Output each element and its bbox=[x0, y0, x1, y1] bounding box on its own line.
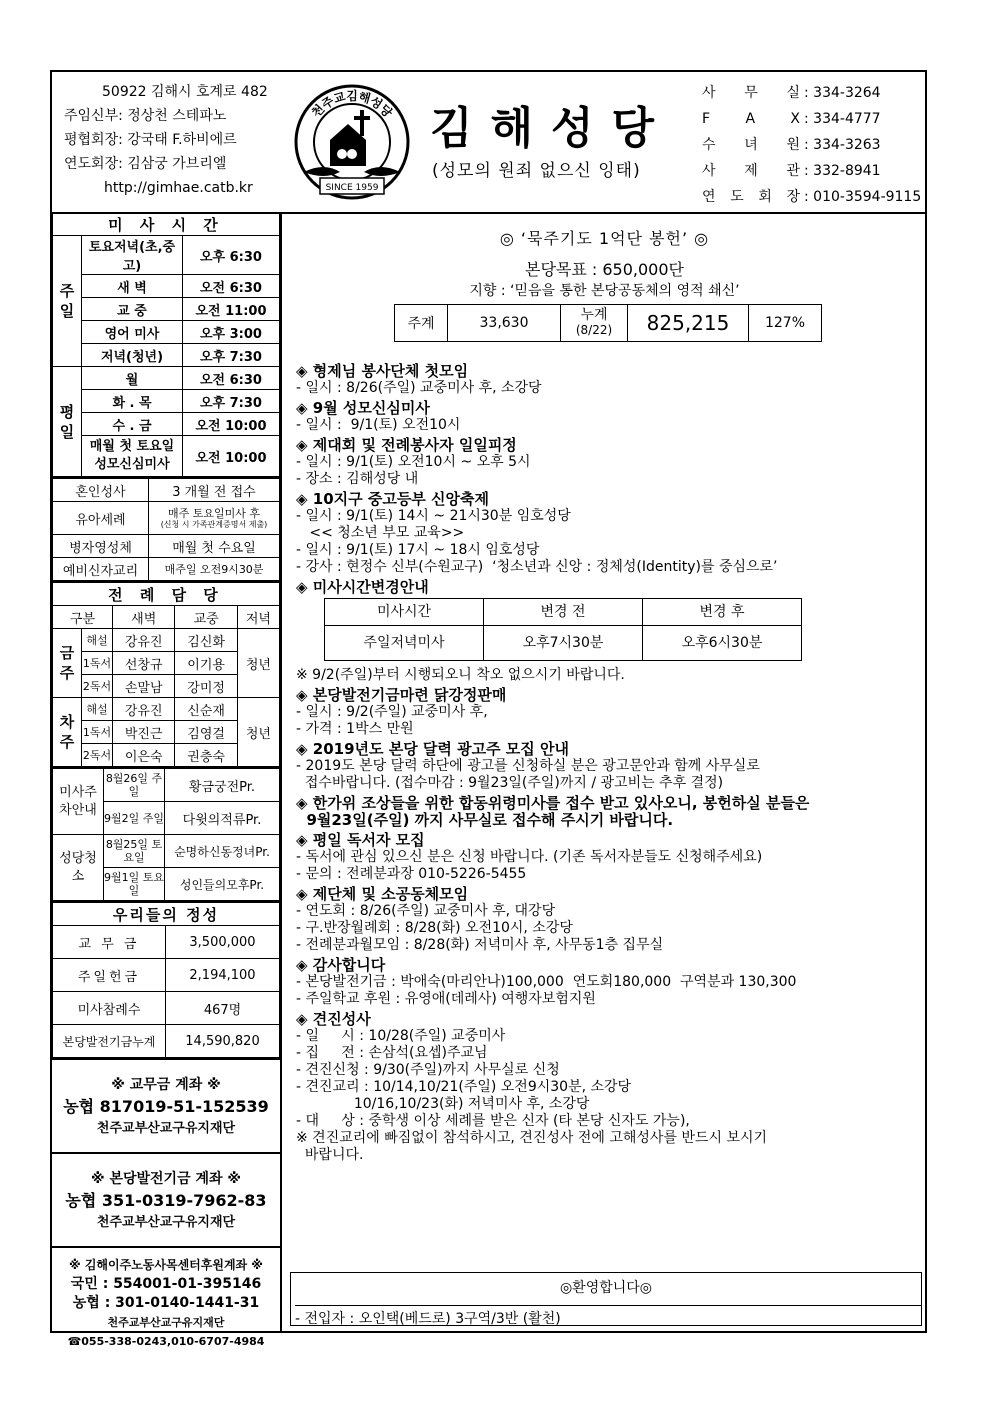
weekday-mass-time: 오전 6:30 bbox=[183, 367, 280, 390]
notice-line: - 구.반장월례회 : 8/28(화) 오전10시, 소강당 bbox=[296, 920, 573, 936]
liturgy-dawn: 이은숙 bbox=[113, 744, 175, 767]
week-label: 주계 bbox=[395, 305, 448, 342]
offering-value: 2,194,100 bbox=[166, 959, 280, 992]
account-title: ※ 본당발전기금 계좌 ※ bbox=[90, 1171, 242, 1187]
sacrament-table bbox=[52, 477, 280, 581]
account-holder: 천주교부산교구유지재단 bbox=[96, 1215, 236, 1230]
campaign-aim: 지향 : ‘믿음을 통한 본당공동체의 영적 쇄신’ bbox=[469, 283, 740, 299]
sacrament-value: 매주 토요일미사 후 bbox=[167, 507, 260, 520]
cleaning-team: 순명하신동정녀Pr. bbox=[165, 835, 280, 868]
notice-line: - 일시 : 9/1(토) 오전10시 ~ 오후 5시 bbox=[296, 454, 531, 470]
change-note: ※ 9/2(주일)부터 시행되오니 착오 없으시기 바랍니다. bbox=[296, 667, 625, 683]
weekday-mass-time: 오후 7:30 bbox=[183, 390, 280, 413]
account-title: ※ 김해이주노동사목센터후원계좌 ※ bbox=[69, 1258, 263, 1272]
dues-account bbox=[52, 1058, 280, 1152]
sunday-label: 주일 bbox=[53, 236, 82, 367]
contact-label: 사 무 실 bbox=[702, 85, 800, 101]
contact-label: F A X bbox=[702, 111, 800, 127]
liturgy-main: 신순재 bbox=[175, 698, 237, 721]
offering-value: 3,500,000 bbox=[166, 926, 280, 959]
parish-info bbox=[64, 80, 268, 200]
account-number: 농협 : 301-0140-1441-31 bbox=[72, 1295, 260, 1311]
fund-account bbox=[52, 1152, 280, 1246]
contact-value: : 334-3264 bbox=[804, 85, 881, 101]
sunday-mass-name: 교 중 bbox=[82, 298, 183, 321]
parking-team: 황금궁전Pr. bbox=[165, 768, 280, 802]
change-header: 미사시간 bbox=[325, 599, 484, 626]
logo-text: 천주교김해성당 bbox=[308, 89, 396, 120]
liturgy-header: 교중 bbox=[175, 606, 237, 629]
contact-row bbox=[702, 80, 921, 106]
campaign-title: ◎ ‘묵주기도 1억단 봉헌’ ◎ bbox=[499, 229, 710, 248]
notice-line: - 일시 : 9/1(토) 오전10시 bbox=[296, 417, 461, 433]
contact-label: 사 제 관 bbox=[702, 163, 800, 179]
contact-row bbox=[702, 184, 921, 210]
parking-date: 8월26일 주일 bbox=[104, 768, 165, 802]
sunday-mass-name: 새 벽 bbox=[82, 275, 183, 298]
notice-title: ◈ 평일 독서자 모집 bbox=[296, 831, 425, 849]
contact-value: : 334-4777 bbox=[804, 111, 881, 127]
notice-line: ※ 견진교리에 빠짐없이 참석하시고, 견진성사 전에 고해성사를 반드시 보시기 bbox=[296, 1130, 768, 1146]
campaign-tally-table bbox=[394, 304, 822, 342]
contact-value: : 334-3263 bbox=[804, 137, 881, 153]
duty-table bbox=[52, 767, 280, 901]
cleaning-date: 8월25일 토요일 bbox=[104, 835, 165, 868]
liturgy-role: 해설 bbox=[82, 629, 113, 652]
total-label: 누계 bbox=[580, 307, 608, 323]
sacrament-name: 병자영성체 bbox=[53, 535, 149, 558]
liturgy-header: 구분 bbox=[53, 606, 113, 629]
notice-line: 10/16,10/23(화) 저녁미사 후, 소강당 bbox=[296, 1096, 590, 1112]
liturgy-main: 김신화 bbox=[175, 629, 237, 652]
sunday-mass-time: 오전 11:00 bbox=[183, 298, 280, 321]
campaign-percent: 127% bbox=[749, 305, 822, 342]
notice-line: - 가격 : 1박스 만원 bbox=[296, 721, 414, 737]
header bbox=[52, 72, 925, 214]
total-date: (8/22) bbox=[575, 323, 613, 337]
contact-label: 연 도 회 장 bbox=[702, 189, 800, 205]
notice-title: ◈ 본당발전기금마련 닭강정판매 bbox=[296, 686, 507, 704]
liturgy-dawn: 손말남 bbox=[113, 675, 175, 698]
weekday-mass-time: 오전 10:00 bbox=[183, 436, 280, 477]
offering-value: 14,590,820 bbox=[166, 1025, 280, 1058]
this-week-label: 금주 bbox=[53, 629, 82, 698]
liturgy-main: 김영걸 bbox=[175, 721, 237, 744]
sacrament-note: (신청 시 가족관계증명서 제출) bbox=[160, 520, 268, 529]
liturgy-dawn: 박진근 bbox=[113, 721, 175, 744]
notice-line: - 일시 : 9/1(토) 14시 ~ 21시30분 임호성당 bbox=[296, 508, 571, 524]
contact-row bbox=[702, 106, 921, 132]
welcome-title: ◎환영합니다◎ bbox=[559, 1280, 653, 1296]
website-link[interactable]: http://gimhae.catb.kr bbox=[104, 180, 253, 196]
priest: 주임신부: 정상천 스테파노 bbox=[64, 108, 227, 124]
notice-line: - 2019도 본당 달력 하단에 광고를 신청하실 분은 광고문안과 함께 사무실로 bbox=[296, 758, 760, 774]
weekday-mass-name: 화 . 목 bbox=[82, 390, 183, 413]
liturgy-role: 해설 bbox=[82, 698, 113, 721]
liturgy-role: 2독서 bbox=[82, 744, 113, 767]
liturgy-dawn: 강유진 bbox=[113, 629, 175, 652]
change-cell: 오후6시30분 bbox=[643, 626, 802, 661]
notice-title: ◈ 10지구 중고등부 신앙축제 bbox=[296, 490, 489, 508]
change-cell: 주일저녁미사 bbox=[325, 626, 484, 661]
mass-schedule-table bbox=[52, 212, 280, 477]
notice-line: - 본당발전기금 : 박애숙(마리안나)100,000 연도회180,000 구역분과 130,300 bbox=[296, 974, 797, 990]
cleaning-date: 9월1일 토요일 bbox=[104, 868, 165, 901]
liturgy-table bbox=[52, 581, 280, 767]
week-value: 33,630 bbox=[448, 305, 561, 342]
account-number: 국민 : 554001-01-395146 bbox=[70, 1276, 262, 1292]
parking-date: 9월2일 주일 bbox=[104, 802, 165, 835]
offering-value: 467명 bbox=[166, 992, 280, 1025]
offering-table bbox=[52, 901, 280, 1058]
cleaning-team: 성인들의모후Pr. bbox=[165, 868, 280, 901]
council-head: 평협회장: 강국태 F.하비에르 bbox=[64, 132, 237, 148]
liturgy-role: 1독서 bbox=[82, 721, 113, 744]
notice-title: ◈ 2019년도 본당 달력 광고주 모집 안내 bbox=[296, 740, 569, 758]
address: 50922 김해시 호계로 482 bbox=[102, 84, 268, 100]
notice-line: - 대 상 : 중학생 이상 세례를 받은 신자 (타 본당 신자도 가능), bbox=[296, 1113, 690, 1129]
liturgy-role: 1독서 bbox=[82, 652, 113, 675]
rosary-campaign bbox=[284, 226, 925, 300]
sacrament-value: 매월 첫 수요일 bbox=[149, 535, 280, 558]
mass-schedule-title: 미 사 시 간 bbox=[53, 213, 280, 236]
account-number: 농협 351-0319-7962-83 bbox=[65, 1191, 267, 1210]
welcome-line: - 전입자 : 오인택(베드로) 3구역/3반 (활천) bbox=[295, 1305, 921, 1328]
notice-line: - 독서에 관심 있으신 분은 신청 바랍니다. (기존 독서자분들도 신청해주세요) bbox=[296, 849, 763, 865]
weekday-label: 평일 bbox=[53, 367, 82, 477]
weekday-mass-name: 월 bbox=[82, 367, 183, 390]
notice-line: - 일시 : 9/2(주일) 교중미사 후, bbox=[296, 704, 488, 720]
notice-line: - 견진신청 : 9/30(주일)까지 사무실로 신청 bbox=[296, 1062, 560, 1078]
notice-line: - 장소 : 김해성당 내 bbox=[296, 471, 419, 487]
sunday-mass-name: 저녁(청년) bbox=[82, 344, 183, 367]
notice-line: - 일 시 : 10/28(주일) 교중미사 bbox=[296, 1028, 506, 1044]
sunday-mass-time: 오전 6:30 bbox=[183, 275, 280, 298]
sacrament-value: 매주일 오전9시30분 bbox=[149, 558, 280, 581]
sunday-mass-name: 영어 미사 bbox=[82, 321, 183, 344]
contact-value: : 010-3594-9115 bbox=[804, 189, 922, 205]
campaign-goal: 본당목표 : 650,000단 bbox=[524, 260, 684, 279]
notice-line: - 전례분과월모임 : 8/28(화) 저녁미사 후, 사무동1층 집무실 bbox=[296, 937, 664, 953]
liturgy-evening: 청년 bbox=[237, 698, 279, 767]
liturgy-header: 새벽 bbox=[113, 606, 175, 629]
logo-since: SINCE 1959 bbox=[325, 183, 379, 193]
offering-name: 주일헌금 bbox=[53, 959, 166, 992]
sacrament-value: 3 개월 전 접수 bbox=[149, 478, 280, 502]
parish-subtitle: (성모의 원죄 없으신 잉태) bbox=[432, 161, 641, 181]
youth-head: 연도회장: 김삼궁 가브리엘 bbox=[64, 156, 227, 172]
parish-title: 김해성당 bbox=[430, 103, 673, 154]
total-value: 825,215 bbox=[628, 305, 749, 342]
welcome-box bbox=[290, 1272, 922, 1326]
change-header: 변경 후 bbox=[643, 599, 802, 626]
liturgy-evening: 청년 bbox=[237, 629, 279, 698]
account-number: 농협 817019-51-152539 bbox=[63, 1097, 269, 1116]
notice-line: - 주일학교 후원 : 유영애(데레사) 여행자보험지원 bbox=[296, 991, 596, 1007]
notice-line: 9월23일(주일) 까지 사무실로 접수해 주시기 바랍니다. bbox=[296, 811, 674, 829]
liturgy-header: 저녁 bbox=[237, 606, 279, 629]
sunday-mass-name: 토요저녁(초,중고) bbox=[82, 236, 183, 275]
notice-list bbox=[296, 360, 916, 1164]
notice-line: - 집 전 : 손삼석(요셉)주교님 bbox=[296, 1045, 488, 1061]
liturgy-dawn: 선창규 bbox=[113, 652, 175, 675]
notice-line: - 일시 : 8/26(주일) 교중미사 후, 소강당 bbox=[296, 380, 542, 396]
offering-name: 미사참례수 bbox=[53, 992, 166, 1025]
next-week-label: 차주 bbox=[53, 698, 82, 767]
account-holder: 천주교부산교구유지재단 bbox=[107, 1316, 225, 1329]
notice-title: ◈ 제단체 및 소공동체모임 bbox=[296, 885, 469, 903]
weekday-mass-name: 매월 첫 토요일 성모신심미사 bbox=[82, 436, 183, 477]
mass-change-table bbox=[324, 598, 802, 661]
sacrament-name: 혼인성사 bbox=[53, 478, 149, 502]
parish-logo bbox=[290, 80, 414, 204]
notice-line: - 강사 : 현정수 신부(수원교구) ‘청소년과 신앙 : 정체성(Identity)를 중심으로’ bbox=[296, 559, 778, 575]
liturgy-main: 권충숙 bbox=[175, 744, 237, 767]
notice-title: ◈ 미사시간변경안내 bbox=[296, 578, 429, 596]
contact-row bbox=[702, 158, 921, 184]
sacrament-name: 유아세례 bbox=[53, 502, 149, 535]
sunday-mass-time: 오후 3:00 bbox=[183, 321, 280, 344]
contact-list bbox=[702, 80, 921, 210]
notice-line: - 문의 : 전례분과장 010-5226-5455 bbox=[296, 866, 527, 882]
notice-line: 접수바랍니다. (접수마감 : 9월23일(주일)까지 / 광고비는 추후 결정) bbox=[296, 775, 724, 791]
cleaning-label: 성당청소 bbox=[53, 835, 104, 901]
offering-name: 본당발전기금누계 bbox=[53, 1025, 166, 1058]
weekday-mass-time: 오전 10:00 bbox=[183, 413, 280, 436]
labor-account bbox=[52, 1246, 280, 1359]
notice-line: - 견진교리 : 10/14,10/21(주일) 오전9시30분, 소강당 bbox=[296, 1079, 632, 1095]
parking-team: 다윗의적류Pr. bbox=[165, 802, 280, 835]
sunday-mass-time: 오후 7:30 bbox=[183, 344, 280, 367]
offering-name: 교 무 금 bbox=[53, 926, 166, 959]
contact-value: : 332-8941 bbox=[804, 163, 881, 179]
notice-title: ◈ 형제님 봉사단체 첫모임 bbox=[296, 362, 469, 380]
account-phone: ☎055-338-0243,010-6707-4984 bbox=[67, 1335, 265, 1348]
notice-title: ◈ 제대회 및 전례봉사자 일일피정 bbox=[296, 436, 517, 454]
liturgy-main: 강미정 bbox=[175, 675, 237, 698]
notice-title: ◈ 감사합니다 bbox=[296, 956, 386, 974]
liturgy-title: 전 례 담 당 bbox=[53, 582, 280, 606]
sacrament-name: 예비신자교리 bbox=[53, 558, 149, 581]
change-header: 변경 전 bbox=[484, 599, 643, 626]
sunday-mass-time: 오후 6:30 bbox=[183, 236, 280, 275]
notice-line: 바랍니다. bbox=[296, 1147, 364, 1163]
notice-title: ◈ 견진성사 bbox=[296, 1010, 371, 1028]
parking-label: 미사주차안내 bbox=[53, 768, 104, 835]
main-content bbox=[284, 212, 925, 1331]
notice-line: << 청소년 부모 교육>> bbox=[296, 525, 465, 541]
liturgy-role: 2독서 bbox=[82, 675, 113, 698]
contact-row bbox=[702, 132, 921, 158]
account-title: ※ 교무금 계좌 ※ bbox=[111, 1077, 221, 1093]
notice-line: - 연도회 : 8/26(주일) 교중미사 후, 대강당 bbox=[296, 903, 556, 919]
change-cell: 오후7시30분 bbox=[484, 626, 643, 661]
notice-title: ◈ 9월 성모신심미사 bbox=[296, 399, 430, 417]
account-holder: 천주교부산교구유지재단 bbox=[96, 1121, 236, 1136]
bulletin-page bbox=[50, 70, 927, 1348]
liturgy-main: 이기용 bbox=[175, 652, 237, 675]
contact-label: 수 녀 원 bbox=[702, 137, 800, 153]
notice-title: ◈ 한가위 조상들을 위한 합동위령미사를 접수 받고 있사오니, 봉헌하실 분들은 bbox=[296, 794, 810, 812]
offering-title: 우리들의 정성 bbox=[53, 902, 280, 926]
sidebar bbox=[52, 212, 282, 1348]
weekday-mass-name: 수 . 금 bbox=[82, 413, 183, 436]
liturgy-dawn: 강유진 bbox=[113, 698, 175, 721]
notice-line: - 일시 : 9/1(토) 17시 ~ 18시 임호성당 bbox=[296, 542, 540, 558]
